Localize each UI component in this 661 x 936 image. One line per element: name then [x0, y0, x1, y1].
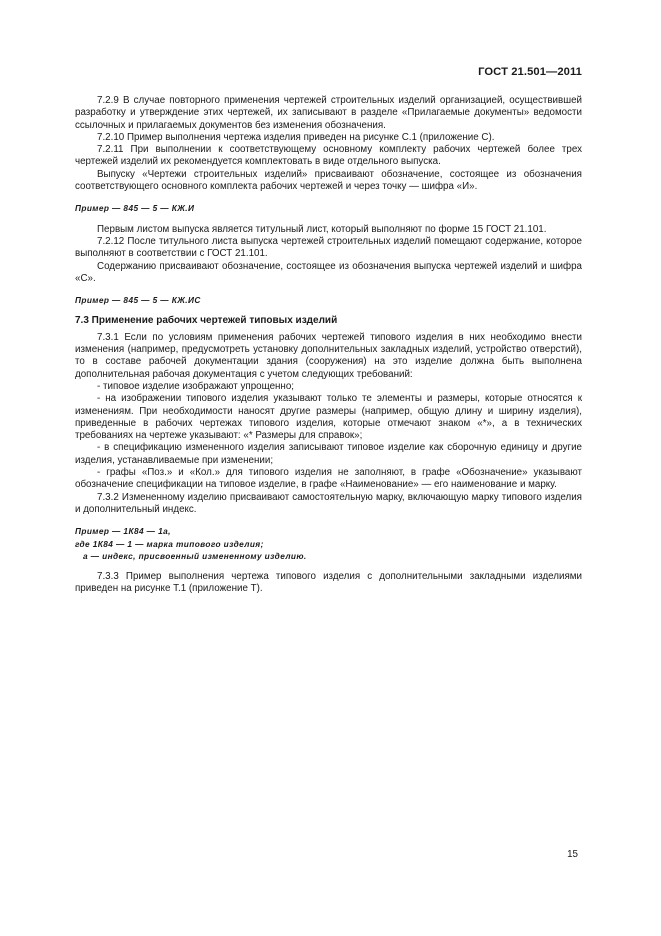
list-item-simplified: - типовое изделие изображают упрощенно; — [97, 380, 295, 392]
paragraph-7-3-3: 7.3.3 Пример выполнения чертежа типового изделия с дополнительными закладными изделиями приведен на рисунке Т.1 (приложение Т). — [75, 571, 582, 595]
paragraph-7-2-10: 7.2.10 Пример выполнения чертежа изделия приведен на рисунке С.1 (приложение С). — [97, 131, 495, 143]
list-item-columns: - графы «Поз.» и «Кол.» для типового изделия не заполняют, в графе «Обозначение» указывают обозначение спецификации на типовое изделие, в графе «Наименование» — его наименование и марку. — [75, 467, 582, 491]
list-item-dimensions: - на изображении типового изделия указывают только те элементы и размеры, которые относятся к изменениям. При необходимости наносят другие размеры (например, общую длину и ширину изделия), приведенные в рабочих чертежах типового изделия, которые отмечают знаком «*», а в технических требованиях на чертеже указывают: «* Размеры для справок»; — [75, 393, 582, 442]
document-code: ГОСТ 21.501—2011 — [478, 66, 582, 78]
example-mark-line-2: где 1К84 — 1 — марка типового изделия; — [75, 538, 264, 549]
paragraph-7-3-1: 7.3.1 Если по условиям применения рабочих чертежей типового изделия в них необходимо внести изменения (например, предусмотреть установку дополнительных закладных изделий, устройство отверстий), то в составе рабочей документации здания (сооружения) на это изделие должна быть выполнена дополнительная рабочая документация с учетом следующих требований: — [75, 331, 582, 380]
example-contents-code: Пример — 845 — 5 — КЖ.ИС — [75, 295, 201, 306]
paragraph-7-2-9: 7.2.9 В случае повторного применения чертежей строительных изделий организацией, осуществившей разработку и утверждение этих чертежей, их записывают в разделе «Прилагаемые документы» ведомости ссылочных и прилагаемых документов без изменения обозначения. — [75, 95, 582, 131]
list-item-specification: - в спецификацию измененного изделия записывают типовое изделие как сборочную единицу и другие изделия, устанавливаемые при изменении; — [75, 442, 582, 466]
example-release-code: Пример — 845 — 5 — КЖ.И — [75, 203, 195, 214]
page-number: 15 — [567, 849, 578, 860]
paragraph-release-designation: Выпуску «Чертежи строительных изделий» присваивают обозначение, состоящее из обозначения соответствующего основного комплекта рабочих чертежей и через точку — шифра «И». — [75, 168, 582, 193]
example-mark-line-3: а — индекс, присвоенный измененному изделию. — [83, 550, 307, 561]
paragraph-7-3-2: 7.3.2 Измененному изделию присваивают самостоятельную марку, включающую марку типового изделия и дополнительный индекс. — [75, 491, 582, 515]
section-heading-7-3: 7.3 Применение рабочих чертежей типовых изделий — [75, 315, 338, 327]
example-mark-line-1: Пример — 1К84 — 1а, — [75, 526, 171, 537]
page-body — [75, 95, 582, 596]
paragraph-title-sheet: Первым листом выпуска является титульный лист, который выполняют по форме 15 ГОСТ 21.101. — [97, 223, 547, 235]
paragraph-7-2-12: 7.2.12 После титульного листа выпуска чертежей строительных изделий помещают содержание, которое выполняют в соответствии с ГОСТ 21.101. — [75, 235, 582, 260]
paragraph-7-2-11: 7.2.11 При выполнении к соответствующему основному комплекту рабочих чертежей более трех чертежей изделий их рекомендуется комплектовать в виде отдельного выпуска. — [75, 144, 582, 168]
paragraph-contents-designation: Содержанию присваивают обозначение, состоящее из обозначения выпуска чертежей изделий и шифра «С». — [75, 260, 582, 284]
